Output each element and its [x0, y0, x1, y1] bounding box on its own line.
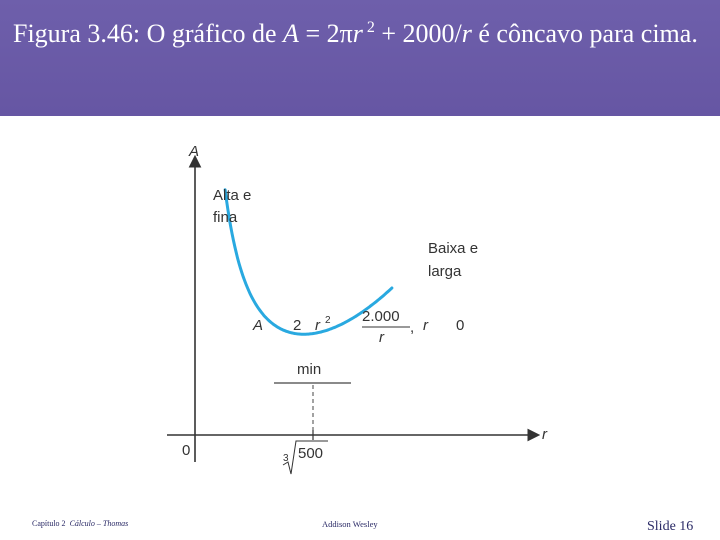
formula-denominator: r: [379, 329, 384, 346]
origin-label: 0: [182, 442, 191, 459]
label-short-wide-line2: larga: [428, 263, 462, 280]
formula-numerator: 2.000: [362, 308, 400, 325]
cube-root-500: [283, 441, 328, 474]
formula-r-var: r: [423, 317, 428, 334]
footer-chapter: Capítulo 2 Cálculo – Thomas: [32, 519, 129, 528]
formula-r: r: [315, 317, 320, 334]
y-axis-label: A: [188, 143, 200, 160]
formula-coef: 2: [293, 317, 302, 334]
label-tall-thin-line1: Alta e: [213, 187, 252, 204]
formula-comma: ,: [410, 319, 415, 336]
root-value: 500: [298, 445, 324, 462]
min-label: min: [297, 361, 322, 378]
formula-zero: 0: [456, 317, 465, 334]
x-axis-label: r: [542, 426, 547, 443]
slide-header: [0, 0, 720, 116]
label-tall-thin-line2: fina: [213, 209, 238, 226]
root-index: 3: [283, 453, 289, 464]
formula-exponent: 2: [325, 315, 331, 326]
formula-a: A: [253, 317, 264, 334]
label-short-wide-line1: Baixa e: [428, 240, 479, 257]
footer-slide-number: Slide 16: [647, 519, 694, 534]
footer-publisher: Addison Wesley: [322, 519, 378, 529]
concavity-graph: [165, 134, 555, 490]
slide-title: Figura 3.46: O gráfico de A = 2πr $^2$ + 2000/r é côncavo para cima.: [13, 19, 698, 48]
